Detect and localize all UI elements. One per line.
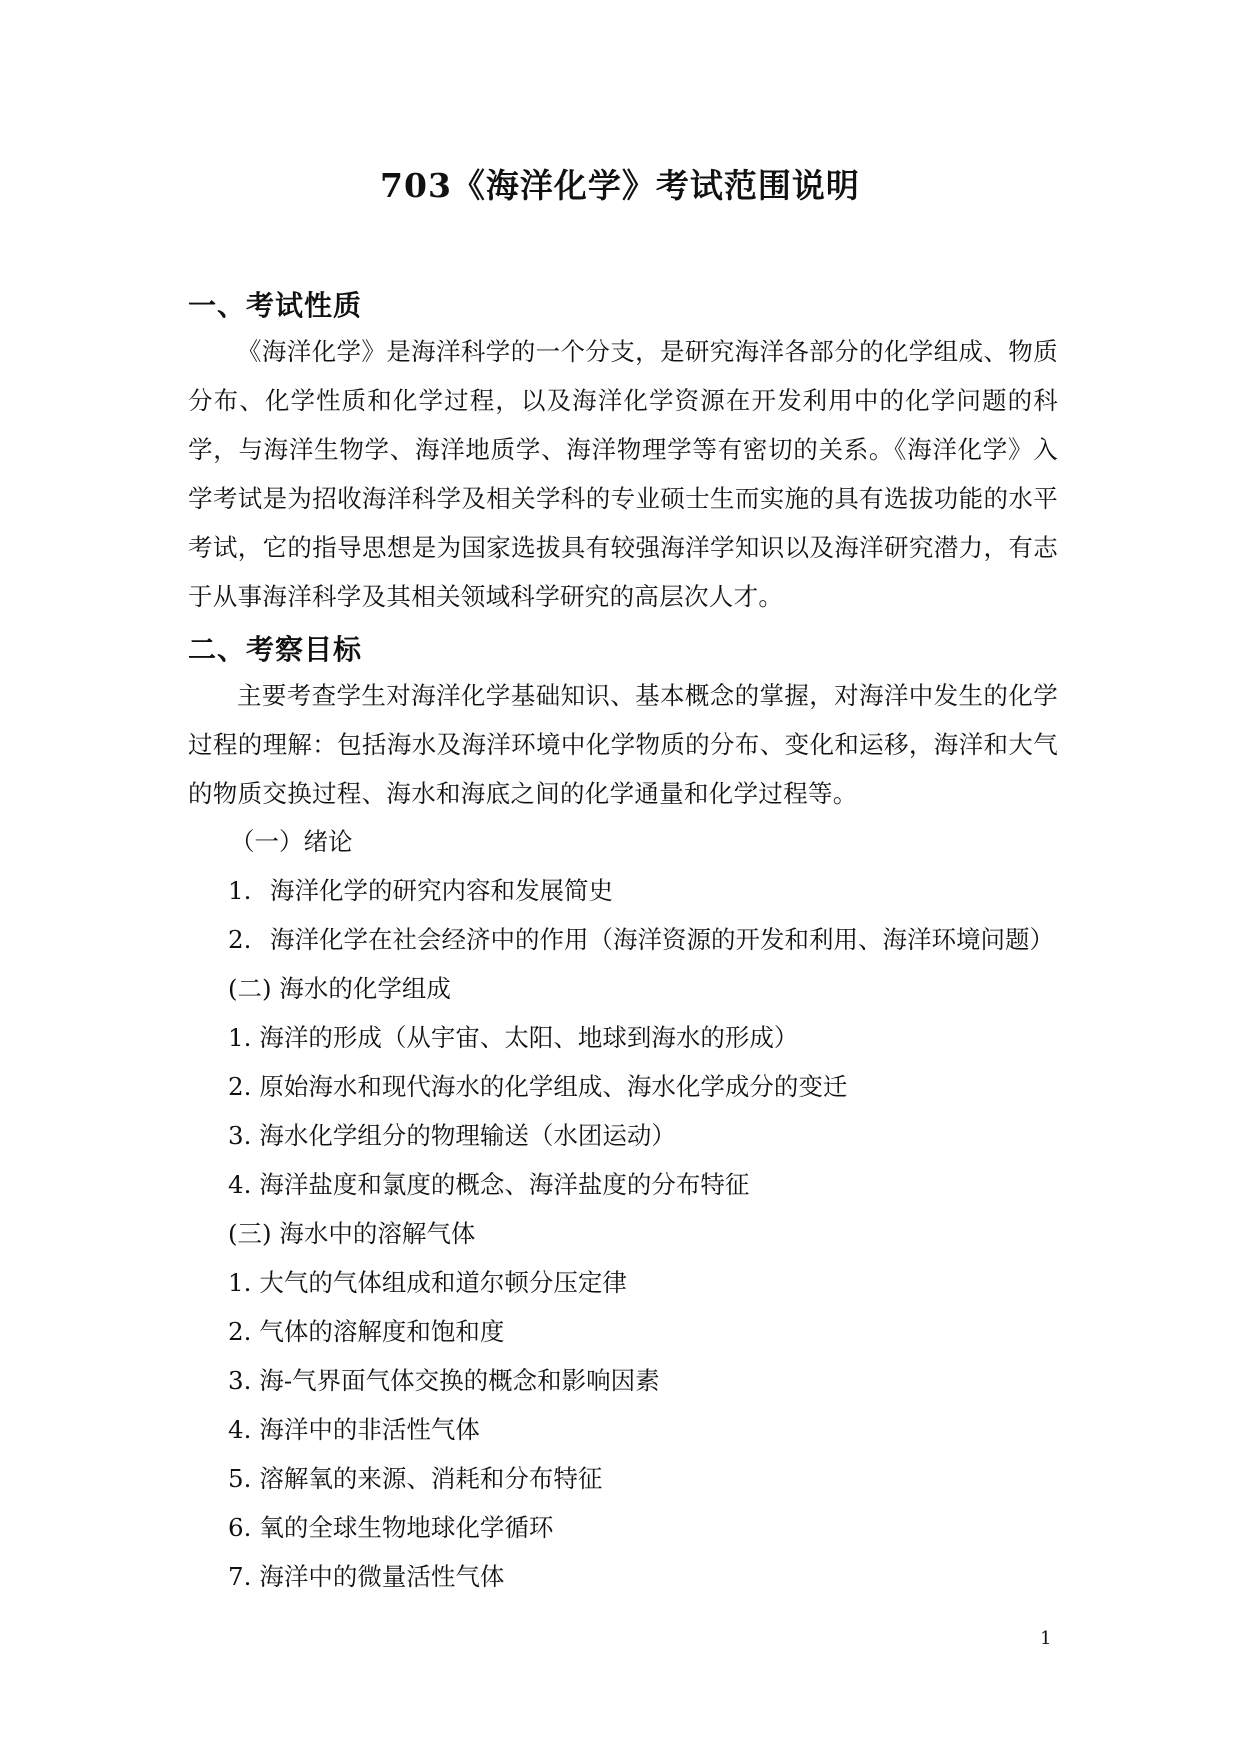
section-heading-exam-objectives: 二、考察目标 <box>188 633 363 666</box>
outline-subheading: （一）绪论 <box>230 827 353 856</box>
page-number: 1 <box>1040 1628 1052 1649</box>
outline-item: 7. 海洋中的微量活性气体 <box>228 1562 505 1591</box>
outline-item: 5. 溶解氧的来源、消耗和分布特征 <box>228 1464 603 1493</box>
outline-item: 3. 海-气界面气体交换的概念和影响因素 <box>228 1366 660 1395</box>
outline-item: 4. 海洋盐度和氯度的概念、海洋盐度的分布特征 <box>228 1170 750 1199</box>
outline-subheading: (三) 海水中的溶解气体 <box>228 1219 476 1248</box>
document-title: 703《海洋化学》考试范围说明 <box>380 166 860 205</box>
syllabus-outline <box>228 817 1054 1601</box>
outline-item: 6. 氧的全球生物地球化学循环 <box>228 1513 554 1542</box>
outline-item: 3. 海水化学组分的物理输送（水团运动） <box>228 1121 676 1150</box>
outline-item: 1. 海洋的形成（从宇宙、太阳、地球到海水的形成） <box>228 1023 799 1052</box>
outline-item: 4. 海洋中的非活性气体 <box>228 1415 480 1444</box>
outline-subheading: (二) 海水的化学组成 <box>228 974 451 1003</box>
section-paragraph-exam-objectives: 主要考查学生对海洋化学基础知识、基本概念的掌握，对海洋中发生的化学过程的理解：包括海水及海洋环境中化学物质的分布、变化和运移，海洋和大气的物质交换过程、海水和海底之间的化学通量和化学过程等。 <box>188 681 1058 808</box>
outline-item: 2. 原始海水和现代海水的化学组成、海水化学成分的变迁 <box>228 1072 848 1101</box>
outline-item: 2. 气体的溶解度和饱和度 <box>228 1317 505 1346</box>
section-heading-exam-nature: 一、考试性质 <box>188 289 363 322</box>
outline-item: 2. 海洋化学在社会经济中的作用（海洋资源的开发和利用、海洋环境问题） <box>228 925 1054 954</box>
outline-item: 1. 海洋化学的研究内容和发展简史 <box>228 876 613 905</box>
section-paragraph-exam-nature: 《海洋化学》是海洋科学的一个分支，是研究海洋各部分的化学组成、物质分布、化学性质和化学过程，以及海洋化学资源在开发利用中的化学问题的科学，与海洋生物学、海洋地质学、海洋物理学等有密切的关系。《海洋化学》入学考试是为招收海洋科学及相关学科的专业硕士生而实施的具有选拔功能的水平考试，它的指导思想是为国家选拔具有较强海洋学知识以及海洋研究潜力，有志于从事海洋科学及其相关领域科学研究的高层次人才。 <box>188 337 1058 611</box>
outline-item: 1. 大气的气体组成和道尔顿分压定律 <box>228 1268 627 1297</box>
